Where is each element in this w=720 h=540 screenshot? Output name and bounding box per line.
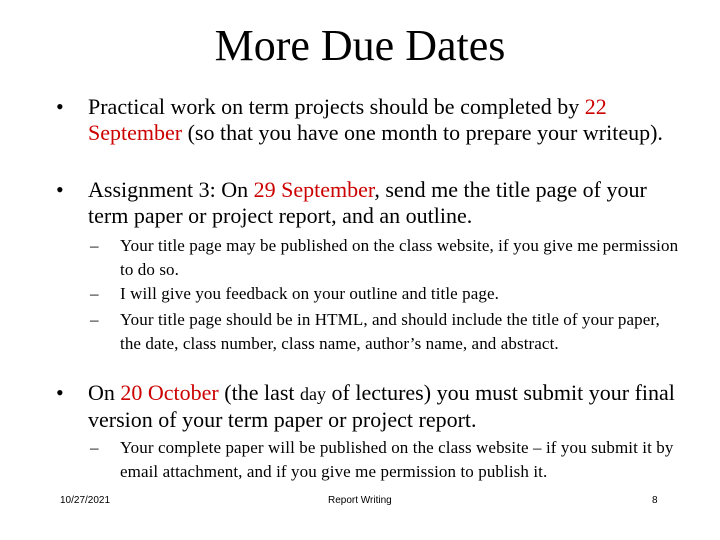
due-date-highlight: 20 October	[120, 380, 219, 405]
sub-bullet-text: Your title page should be in HTML, and should include the title of your paper, the date, class number, class name, author’s name, and abstract.	[120, 310, 660, 353]
bullet-text: On	[88, 380, 121, 405]
dash-marker: –	[90, 438, 99, 457]
bullet-item-3	[56, 380, 688, 433]
sub-bullet-item	[90, 234, 682, 282]
bullet-text: (the last	[218, 380, 301, 405]
sub-bullet-text: I will give you feedback on your outline and title page.	[120, 284, 500, 303]
sub-bullet-item	[90, 308, 682, 356]
bullet-text: (so that you have one month to prepare your writeup).	[182, 120, 663, 145]
due-date-highlight: 29 September	[253, 177, 375, 202]
sub-bullet-item	[90, 282, 682, 306]
bullet-text: day	[300, 384, 327, 404]
dash-marker: –	[90, 284, 99, 303]
bullet-marker: •	[56, 94, 64, 119]
bullet-text: Assignment 3: On	[88, 177, 254, 202]
due-date-highlight: 22 September	[88, 94, 607, 145]
page-number: 8	[652, 495, 658, 506]
sub-bullet-text: Your title page may be published on the class website, if you give me permission to do so.	[120, 236, 679, 279]
bullet-text: , send me the title page of your term paper or project report, and an outline.	[88, 177, 647, 228]
dash-marker: –	[90, 236, 99, 255]
bullet-item-1	[56, 94, 688, 146]
slide-title: More Due Dates	[214, 21, 506, 70]
dash-marker: –	[90, 310, 99, 329]
bullet-text: of lectures) you must submit your final version of your term paper or project report.	[88, 380, 675, 432]
sub-bullet-text: Your complete paper will be published on the class website – if you submit it by email attachment, and if you give me permission to publish it.	[120, 438, 674, 481]
sub-bullet-item	[90, 436, 682, 484]
footer-date: 10/27/2021	[60, 495, 111, 506]
bullet-marker: •	[56, 380, 64, 405]
footer-title: Report Writing	[328, 495, 392, 506]
bullet-marker: •	[56, 177, 64, 202]
bullet-text: Practical work on term projects should be completed by	[88, 94, 585, 119]
bullet-item-2	[56, 177, 688, 229]
